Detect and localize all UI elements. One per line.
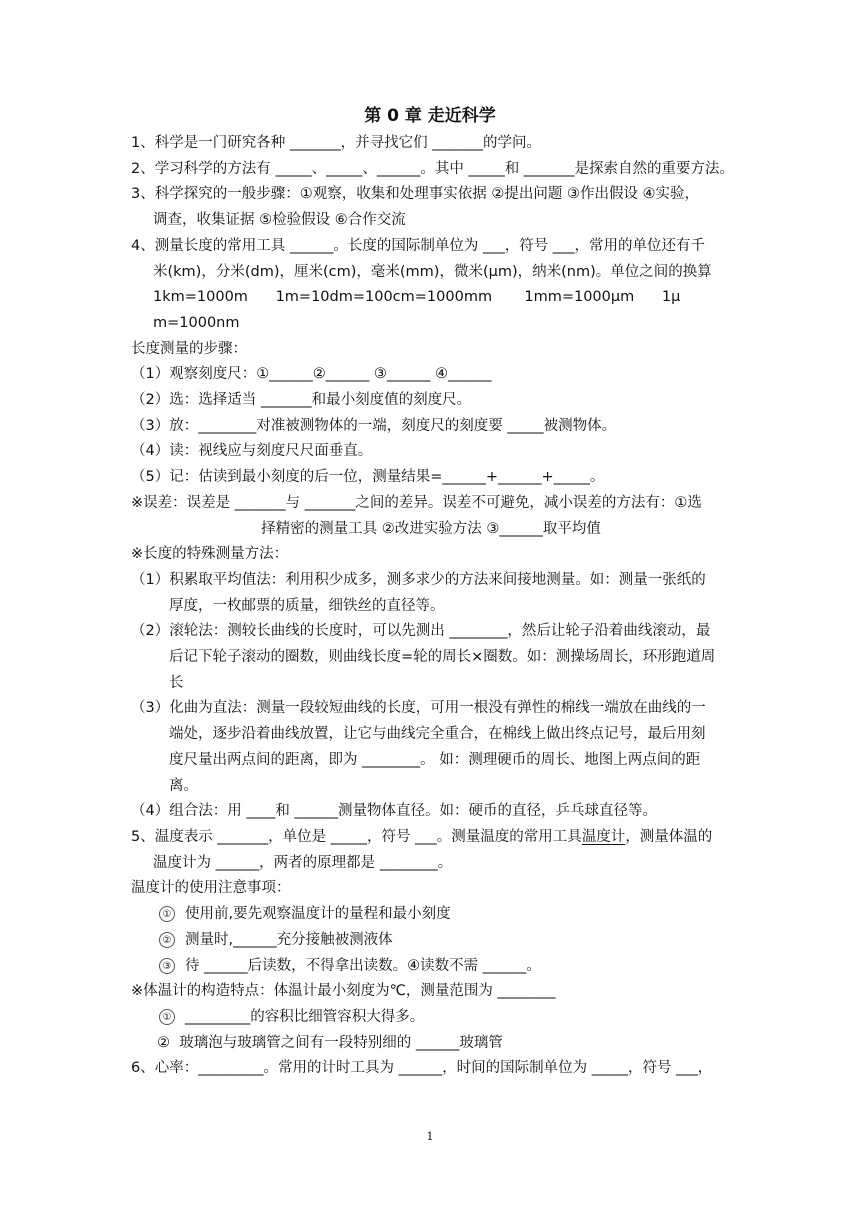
- section-heading: ※体温计的构造特点：体温计最小刻度为℃，测量范围为 ________: [131, 983, 556, 1000]
- list-item: [131, 1005, 731, 1031]
- text-line: （4）组合法：用 ____和 ______测量物体直径。如：硬币的直径，乒乓球直径等。: [131, 803, 657, 820]
- section-heading: 长度测量的步骤：: [131, 340, 247, 357]
- page-number: 1: [426, 1130, 434, 1143]
- text-line: （2）滚轮法：测较长曲线的长度时，可以先测出 ________，然后让轮子沿着曲线滚动，最: [131, 623, 711, 640]
- text-line: （1）积累取平均值法：利用积少成多，测多求少的方法来间接地测量。如：测量一张纸的: [131, 571, 706, 588]
- text-line: 米(km)，分米(dm)，厘米(cm)，毫米(mm)，微米(μm)，纳米(nm)。单位之间的换算: [153, 263, 712, 280]
- text-line: （5）记：估读到最小刻度的后一位，测量结果=______+______+_____。: [131, 469, 605, 486]
- text-line: [131, 825, 731, 851]
- text-line: 长: [169, 674, 184, 691]
- list-number: ①: [159, 1009, 175, 1025]
- list-item: [131, 954, 731, 980]
- list-item: ② 玻璃泡与玻璃管之间有一段特别细的 ______玻璃管: [157, 1034, 503, 1051]
- list-text: 使用前,要先观察温度计的量程和最小刻度: [185, 906, 451, 923]
- text-line: 2、学习科学的方法有 _____、_____、______。其中 _____和 _______是探索自然的重要方法。: [131, 160, 735, 177]
- text-line: 端处，逐步沿着曲线放置，让它与曲线完全重合，在棉线上做出终点记号，最后用刻: [169, 726, 706, 743]
- underlined-term: 温度计: [581, 828, 626, 845]
- section-heading: ※长度的特殊测量方法：: [131, 546, 289, 563]
- text-line: 3、科学探究的一般步骤：①观察，收集和处理事实依据 ②提出问题 ③作出假设 ④实验，: [131, 186, 700, 203]
- list-text: 待 ______后读数，不得拿出读数。④读数不需 ______。: [185, 957, 541, 974]
- list-text: _________的容积比细管容积大得多。: [185, 1008, 425, 1025]
- text-segment: 5、温度表示 _______，单位是 _____，符号 ___。测量温度的常用工具: [131, 828, 582, 845]
- list-number: ①: [159, 906, 175, 922]
- text-line: m=1000nm: [153, 314, 240, 331]
- text-line: 1km=1000m 1m=10dm=100cm=1000mm 1mm=1000μm 1μ: [153, 289, 681, 306]
- text-line: 度尺量出两点间的距离，即为 ________。 如：测理硬币的周长、地图上两点间的距: [169, 751, 701, 768]
- text-line: 6、心率：_________。常用的计时工具为 ______，时间的国际制单位为 _____，符号 ___，: [131, 1060, 713, 1077]
- list-number: ③: [159, 958, 175, 974]
- text-line: 调查，收集证据 ⑤检验假设 ⑥合作交流: [153, 212, 406, 229]
- text-line: 4、测量长度的常用工具 ______。长度的国际制单位为 ___，符号 ___，常用的单位还有千: [131, 237, 706, 254]
- text-line: 厚度，一枚邮票的质量，细铁丝的直径等。: [169, 597, 445, 614]
- text-line: （3）放：________对准被测物体的一端，刻度尺的刻度要 _____被测物体。: [131, 417, 617, 434]
- text-line: （1）观察刻度尺：①______②______ ③______ ④______: [131, 366, 492, 383]
- text-line: 温度计为 ______，两者的原理都是 ________。: [153, 854, 453, 871]
- text-line: （4）读：视线应与刻度尺尺面垂直。: [131, 443, 373, 460]
- text-line: 择精密的测量工具 ②改进实验方法 ③______取平均值: [261, 520, 601, 537]
- text-line: 离。: [169, 777, 198, 794]
- list-text: 测量时,______充分接触被测液体: [185, 931, 393, 948]
- list-number: ②: [159, 932, 175, 948]
- page-content: [131, 131, 735, 1082]
- text-line: 1、科学是一门研究各种 _______，并寻找它们 _______的学问。: [131, 135, 541, 151]
- list-item: [131, 902, 731, 928]
- text-line: 后记下轮子滚动的圈数，则曲线长度=轮的周长×圈数。如：测操场周长，环形跑道周: [169, 649, 716, 666]
- text-line: （2）选：选择适当 _______和最小刻度值的刻度尺。: [131, 392, 472, 409]
- chapter-title: 第 0 章 走近科学: [364, 106, 496, 126]
- text-line: （3）化曲为直法：测量一段较短曲线的长度，可用一根没有弹性的棉线一端放在曲线的一: [131, 700, 706, 717]
- text-line: ※误差：误差是 _______与 _______之间的差异。误差不可避免，减小误差的方法有：①选: [131, 494, 702, 511]
- list-item: [131, 928, 731, 954]
- text-segment: ，测量体温的: [625, 828, 713, 845]
- section-heading: 温度计的使用注意事项：: [131, 880, 291, 897]
